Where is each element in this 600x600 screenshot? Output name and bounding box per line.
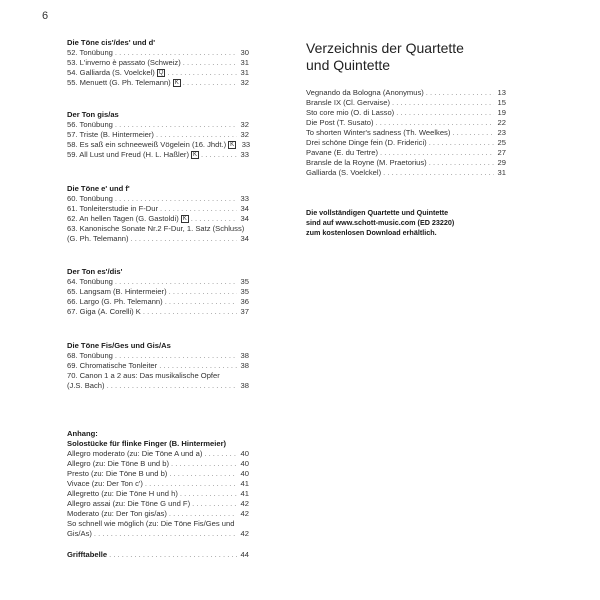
toc-entry[interactable] [306,118,506,128]
toc-entry[interactable] [67,297,249,307]
entry-title: 67. Giga (A. Corelli) K [67,307,141,316]
toc-entry[interactable] [67,499,249,509]
entry-title: Allegro moderato (zu: Die Töne A und a) [67,449,203,458]
toc-entry[interactable] [306,88,506,98]
entry-title-line1[interactable]: So schnell wie möglich (zu: Die Töne Fis/Ges und [67,519,235,528]
leader-dots [130,234,237,244]
toc-entry[interactable] [306,98,506,108]
entry-title: 62. An hellen Tagen (G. Gastoldi) [67,214,179,223]
entry-page: 31 [497,168,506,177]
leader-dots [165,297,237,307]
leader-dots [156,130,237,140]
toc-entry[interactable] [306,148,506,158]
leader-dots [180,489,237,499]
section-title: Die Töne cis'/des' und d' [67,38,156,47]
section-title: Die Töne e' und f' [67,184,130,193]
toc-entry[interactable] [67,479,249,489]
entry-page: 19 [497,108,506,117]
entry-title: Vegnando da Bologna (Anonymus) [306,88,424,97]
entry-page: 36 [240,297,249,306]
toc-entry[interactable] [67,130,249,140]
entry-page: 27 [497,148,506,157]
entry-page: 35 [240,277,249,286]
entry-title: Bransle de la Royne (M. Praetorius) [306,158,427,167]
entry-title: Pavane (E. du Tertre) [306,148,379,157]
leader-dots [115,194,237,204]
leader-dots [107,381,237,391]
leader-dots [169,287,237,297]
leader-dots [169,469,237,479]
entry-page: 34 [240,204,249,213]
section-title: Die Töne Fis/Ges und Gis/As [67,341,171,350]
leader-dots [160,204,237,214]
toc-entry[interactable] [67,529,249,539]
entry-page: 30 [240,48,249,57]
entry-page: 42 [240,529,249,538]
entry-page: 38 [240,361,249,370]
toc-entry[interactable] [306,108,506,118]
entry-page: 23 [497,128,506,137]
toc-section [67,341,249,391]
leader-dots [115,120,237,130]
entry-title: Grifftabelle [67,550,108,559]
entry-title: Sto core mio (O. di Lasso) [306,108,395,117]
entry-title: To shorten Winter's sadness (Th. Weelkes) [306,128,451,137]
toc-entry[interactable] [306,128,506,138]
toc-entry[interactable] [67,68,249,78]
toc-entry[interactable] [67,140,249,150]
entry-page: 31 [240,58,249,67]
leader-dots [426,88,494,98]
entry-page: 42 [240,499,249,508]
page-number: 6 [42,10,49,22]
toc-entry[interactable] [67,194,249,204]
toc-entry[interactable] [67,287,249,297]
entry-title: (G. Ph. Telemann) [67,234,129,243]
leader-dots [392,98,494,108]
leader-dots [429,158,494,168]
toc-entry[interactable] [67,351,249,361]
toc-entry[interactable] [67,78,249,88]
canon-badge-icon: K [192,152,197,158]
toc-entry[interactable] [67,58,249,68]
entry-page: 22 [497,118,506,127]
toc-entry[interactable] [67,381,249,391]
entry-title: Bransle IX (Cl. Gervaise) [306,98,390,107]
entry-title: 52. Tonübung [67,48,113,57]
leader-dots [143,307,237,317]
leader-dots [171,459,237,469]
leader-dots [201,150,237,160]
entry-page: 38 [240,381,249,390]
leader-dots [167,68,237,78]
entry-title: Galliarda (S. Voelckel) [306,168,382,177]
canon-badge-icon: K [182,216,187,222]
entry-title: Presto (zu: Die Töne B und b) [67,469,168,478]
leader-dots [376,118,494,128]
entry-title: 60. Tonübung [67,194,113,203]
toc-entry[interactable] [67,509,249,519]
toc-entry[interactable] [67,48,249,58]
toc-entry[interactable] [67,204,249,214]
entry-title: 56. Tonübung [67,120,113,129]
leader-dots [115,277,237,287]
entry-page: 40 [240,449,249,458]
entry-title-line1[interactable]: 63. Kanonische Sonate Nr.2 F-Dur, 1. Satz (Schluss) [67,224,245,233]
entry-title: 59. All Lust und Freud (H. L. Haßler) [67,150,189,159]
leader-dots [204,449,237,459]
entry-page: 32 [240,120,249,129]
toc-entry[interactable] [67,449,249,459]
entry-title: (J.S. Bach) [67,381,105,390]
leader-dots [159,361,237,371]
leader-dots [383,168,494,178]
leader-dots [109,550,237,560]
entry-page: 41 [240,489,249,498]
entry-title: 68. Tonübung [67,351,113,360]
entry-title: 65. Langsam (B. Hintermeier) [67,287,167,296]
grifftabelle-entry[interactable] [67,550,249,560]
entry-title: Moderato (zu: Der Ton gis/as) [67,509,167,518]
toc-entry[interactable] [67,489,249,499]
note-line: Die vollständigen Quartette und Quintette [306,208,449,217]
entry-title: Allegro assai (zu: Die Töne G und F) [67,499,191,508]
entry-page: 44 [240,550,249,559]
entry-title: 53. L'inverno è passato (Schweiz) [67,58,181,67]
note-line: sind auf www.schott-music.com (ED 23220) [306,218,455,227]
entry-page: 34 [240,214,249,223]
toc-left-column [67,38,249,560]
entry-page: 32 [240,78,249,87]
entry-title: 54. Galliarda (S. Voelckel) [67,68,155,77]
entry-page: 40 [240,459,249,468]
appendix-section [67,429,249,539]
entry-title: 55. Menuett (G. Ph. Telemann) [67,78,171,87]
entry-title: 58. Es saß ein schneeweiß Vögelein (16. Jhdt.) [67,140,227,149]
leader-dots [115,351,237,361]
leader-dots [192,499,237,509]
quartet-badge-icon: Q [158,70,164,76]
entry-title: Allegretto (zu: Die Töne H und h) [67,489,178,498]
quartets-list [306,88,506,178]
entry-page: 41 [240,479,249,488]
entry-title: 66. Largo (G. Ph. Telemann) [67,297,163,306]
note-line: zum kostenlosen Download erhältlich. [306,228,437,237]
toc-right-column [306,38,506,238]
leader-dots [115,48,237,58]
leader-dots [396,108,494,118]
entry-page: 35 [240,287,249,296]
toc-entry[interactable] [306,168,506,178]
appendix-title: Anhang: [67,429,98,438]
leader-dots [145,479,237,489]
entry-title-line1[interactable]: 70. Canon 1 a 2 aus: Das musikalische Opfer [67,371,220,380]
leader-dots [183,78,237,88]
entry-page: 33 [240,194,249,203]
leader-dots [169,509,237,519]
entry-page: 15 [497,98,506,107]
entry-page: 38 [240,351,249,360]
toc-section [67,110,249,160]
leader-dots [183,58,237,68]
entry-page: 33 [240,150,249,159]
entry-page: 37 [240,307,249,316]
toc-entry[interactable] [67,234,249,244]
toc-section [67,38,249,88]
entry-title: 69. Chromatische Tonleiter [67,361,158,370]
entry-page: 29 [497,158,506,167]
heading-line: und Quintette [306,57,391,73]
leader-dots [452,128,494,138]
entry-page: 25 [497,138,506,147]
entry-page: 42 [240,509,249,518]
leader-dots [429,138,494,148]
toc-section [67,267,249,317]
entry-page: 33 [241,140,251,149]
download-note [306,208,506,238]
toc-entry[interactable] [67,120,249,130]
entry-title: 64. Tonübung [67,277,113,286]
heading-line: Verzeichnis der Quartette [306,40,464,56]
canon-badge-icon: K [230,142,235,148]
leader-dots [380,148,494,158]
toc-entry[interactable] [67,214,249,224]
entry-title: Vivace (zu: Der Ton c') [67,479,143,488]
toc-section [67,184,249,244]
toc-entry[interactable] [67,459,249,469]
entry-page: 32 [240,130,249,139]
toc-entry[interactable] [67,307,249,317]
entry-title: Die Post (T. Susato) [306,118,374,127]
toc-entry[interactable] [67,361,249,371]
section-title: Der Ton es'/dis' [67,267,123,276]
toc-entry[interactable] [306,158,506,168]
toc-entry[interactable] [67,469,249,479]
toc-entry[interactable] [67,277,249,287]
entry-title: 57. Triste (B. Hintermeier) [67,130,154,139]
leader-dots [94,529,237,539]
entry-title: 61. Tonleiterstudie in F-Dur [67,204,159,213]
toc-entry[interactable] [67,150,249,160]
section-title: Der Ton gis/as [67,110,119,119]
entry-page: 31 [240,68,249,77]
entry-title: Allegro (zu: Die Töne B und b) [67,459,170,468]
canon-badge-icon: K [174,80,179,86]
appendix-subtitle: Solostücke für flinke Finger (B. Hintermeier) [67,439,227,448]
quartets-heading [306,40,506,74]
entry-page: 34 [240,234,249,243]
entry-page: 40 [240,469,249,478]
entry-title: Gis/As) [67,529,92,538]
entry-title: Drei schöne Dinge fein (D. Friderici) [306,138,427,147]
entry-page: 13 [497,88,506,97]
toc-entry[interactable] [306,138,506,148]
leader-dots [191,214,237,224]
